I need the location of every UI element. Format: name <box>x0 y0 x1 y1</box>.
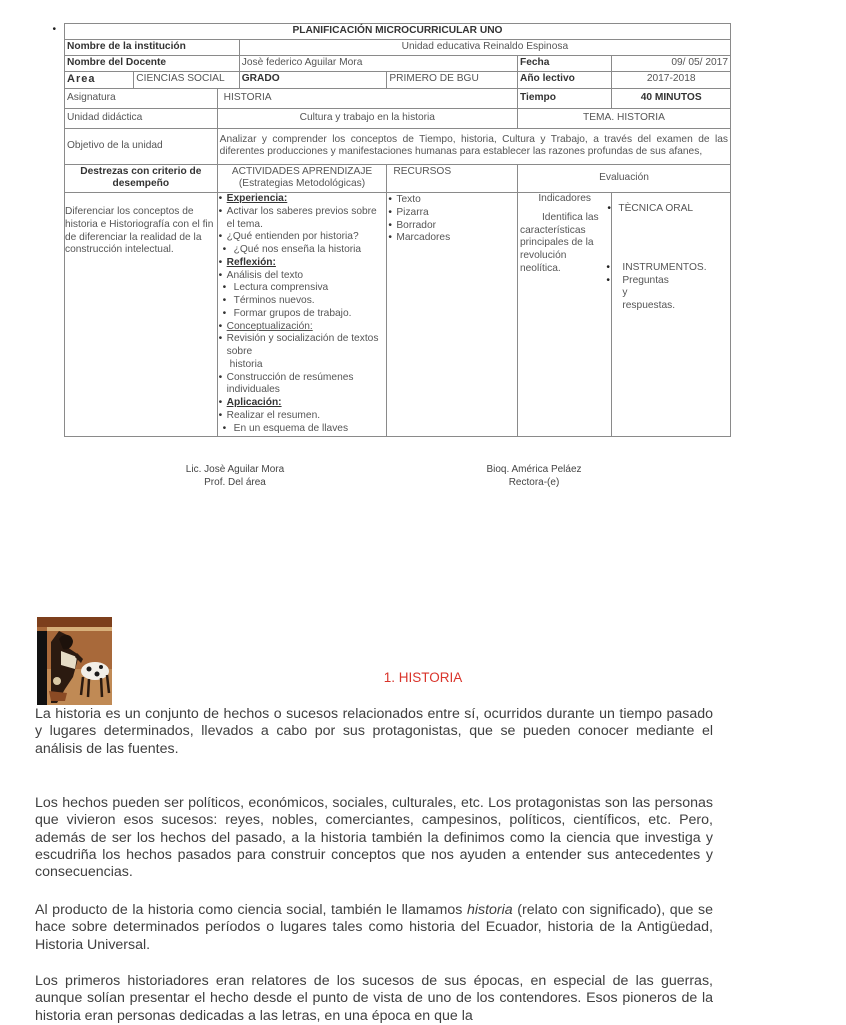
instruments-text-wrap <box>606 274 730 313</box>
activity-text: Revisión y socialización de textos sobre <box>226 333 379 357</box>
bullet-icon: • <box>606 261 610 273</box>
technique-text: TÈCNICA ORAL <box>618 203 694 214</box>
paragraph-1: La historia es un conjunto de hechos o sucesos relacionados entre sí, ocurridos durante un tiempo pasado y lugares determinados, llevados a cabo por sus protagonistas, que se pueden conocer mediante el análisis de las fuentes. <box>35 706 713 757</box>
instruments-item <box>606 261 730 275</box>
activity-item <box>220 257 385 270</box>
date-value: 09/ 05/ 2017 <box>612 55 731 71</box>
activity-text: Formar grupos de trabajo. <box>233 307 352 319</box>
signature-left <box>160 463 310 489</box>
activity-item <box>220 270 385 283</box>
resource-text: Marcadores <box>396 232 451 244</box>
skills-header: Destrezas con criterio de desempeño <box>65 164 218 193</box>
activity-text: ¿Qué nos enseña la historia <box>233 244 362 255</box>
area-label: Area <box>65 71 134 88</box>
unit-value: Cultura y trabajo en la historia <box>217 108 517 128</box>
bullet-icon: • <box>606 274 610 286</box>
activity-item <box>220 397 385 410</box>
resources-list <box>389 194 515 245</box>
egyptian-mural-image <box>37 617 112 705</box>
activity-item <box>220 231 385 244</box>
technique-cell <box>606 193 731 437</box>
section-heading: 1. HISTORIA <box>383 670 463 685</box>
paragraph-2: Los hechos pueden ser políticos, económicos, sociales, culturales, etc. Los protagonistas son las personas que vivieron esos sucesos: reyes, nobles, comerciantes, campesinos, políticos, científicos, etc. Pero, además de ser los hechos del pasado, a la historia también la definimos como la ciencia que investiga y escudriña los hechos pasados para construir conceptos que nos ayuden a entender sus antecedentes y consecuencias. <box>35 795 713 881</box>
resource-text: Pizarra <box>396 206 429 218</box>
institution-value: Unidad educativa Reinaldo Espinosa <box>239 39 730 55</box>
activity-text: Lectura comprensiva <box>233 282 329 294</box>
plan-title: PLANIFICACIÓN MICROCURRICULAR UNO <box>65 24 731 40</box>
activity-item <box>220 372 385 398</box>
activities-header-line1: ACTIVIDADES APRENDIZAJE <box>231 165 373 177</box>
teacher-label: Nombre del Docente <box>65 55 240 71</box>
activity-item <box>220 410 385 423</box>
signature-right <box>459 463 609 489</box>
activities-header-line2: (Estrategias Metodológicas) <box>238 178 366 190</box>
teacher-value: Josè federico Aguilar Mora <box>239 55 517 71</box>
microcurricular-plan-table <box>52 23 731 437</box>
institution-label: Nombre de la institución <box>65 39 240 55</box>
activity-text: Activar los saberes previos sobre el tema. <box>226 205 377 230</box>
instruments-title: INSTRUMENTOS. <box>622 261 707 273</box>
bullet-icon: • <box>52 23 57 35</box>
time-value: 40 MINUTOS <box>612 88 731 108</box>
paragraph-3 <box>35 902 713 954</box>
skills-text: Diferenciar los conceptos de historia e Historiografía con el fin de diferenciar la realidad de la construcción intelectual. <box>65 206 214 256</box>
resource-item <box>389 232 515 245</box>
grade-label: GRADO <box>239 71 387 88</box>
activity-text: Experiencia: <box>226 193 288 204</box>
signature-right-name: Bioq. América Peláez <box>486 464 582 475</box>
activity-text: historia <box>229 358 263 370</box>
paragraph-3-emphasis: historia <box>466 902 513 918</box>
activity-item <box>220 206 385 232</box>
resource-item <box>389 220 515 233</box>
activity-text: Realizar el resumen. <box>226 409 321 421</box>
signature-right-role: Rectora-(e) <box>508 477 560 488</box>
resource-item <box>389 194 515 207</box>
indicators-title: Indicadores <box>538 193 591 204</box>
resource-item <box>389 207 515 220</box>
paragraph-4: Los primeros historiadores eran relatores de los sucesos de sus épocas, en especial de las guerras, aunque solían presentar el hecho desde el punto de vista de uno de los contendores. Esos pioneros de la historia eran personas dedicadas a las letras, en una época en que la <box>35 973 713 1024</box>
activity-item <box>220 321 385 334</box>
evaluation-header: Evaluación <box>517 164 730 193</box>
objective-label: Objetivo de la unidad <box>65 128 218 164</box>
resources-header: RECURSOS <box>387 164 518 193</box>
activity-item <box>220 359 385 372</box>
activity-text: Aplicación: <box>226 397 282 408</box>
objective-value: Analizar y comprender los conceptos de Tiempo, historia, Cultura y Trabajo, a través del examen de las diferentes producciones y manifestaciones humanas para establecer las razones profundas de sus afanes, <box>217 128 730 164</box>
activity-text: Construcción de resúmenes individuales <box>226 371 354 396</box>
indicators-text: Identifica las características principales de la revolución neolítica. <box>519 211 599 274</box>
instruments-text: Preguntas y respuestas. <box>622 274 676 311</box>
time-label: Tiempo <box>517 88 611 108</box>
activity-item <box>220 333 385 359</box>
activity-item <box>220 423 385 436</box>
activities-cell <box>217 193 387 437</box>
activity-item <box>220 295 385 308</box>
activity-text: En un esquema de llaves <box>233 422 349 434</box>
activity-item <box>220 244 385 257</box>
activity-text: Reflexión: <box>226 256 276 268</box>
year-label: Año lectivo <box>517 71 611 88</box>
date-label: Fecha <box>517 55 611 71</box>
resource-text: Texto <box>396 194 421 205</box>
subject-label: Asignatura <box>65 88 218 108</box>
activity-item <box>220 282 385 295</box>
activity-text: Términos nuevos. <box>233 295 315 306</box>
subject-value: HISTORIA <box>217 88 517 108</box>
unit-label: Unidad didáctica <box>65 108 218 128</box>
theme-value: TEMA. HISTORIA <box>517 108 730 128</box>
paragraph-3-part1: Al producto de la historia como ciencia social, también le llamamos <box>35 902 467 918</box>
grade-value: PRIMERO DE BGU <box>387 71 518 88</box>
signature-left-role: Prof. Del área <box>204 477 266 488</box>
year-value: 2017-2018 <box>612 71 731 88</box>
technique-item <box>607 203 730 216</box>
activities-list <box>220 193 385 435</box>
paragraph-3-part2: (relato con significado), que se hace sobre determinados períodos o lugares tales como historia del Ecuador, historia de la Antigüedad, Historia Universal. <box>35 902 713 953</box>
activity-item <box>220 308 385 321</box>
signature-left-name: Lic. Josè Aguilar Mora <box>185 464 285 475</box>
area-value: CIENCIAS SOCIAL <box>134 71 239 88</box>
activity-text: ¿Qué entienden por historia? <box>226 231 359 243</box>
bullet-icon: • <box>607 203 611 214</box>
activity-text: Conceptualización: <box>226 320 313 332</box>
activity-text: Análisis del texto <box>226 269 304 281</box>
resources-cell <box>387 193 518 437</box>
activity-item <box>220 193 385 206</box>
indicators-cell <box>517 193 611 437</box>
resource-text: Borrador <box>396 219 437 231</box>
activities-header <box>217 164 387 193</box>
